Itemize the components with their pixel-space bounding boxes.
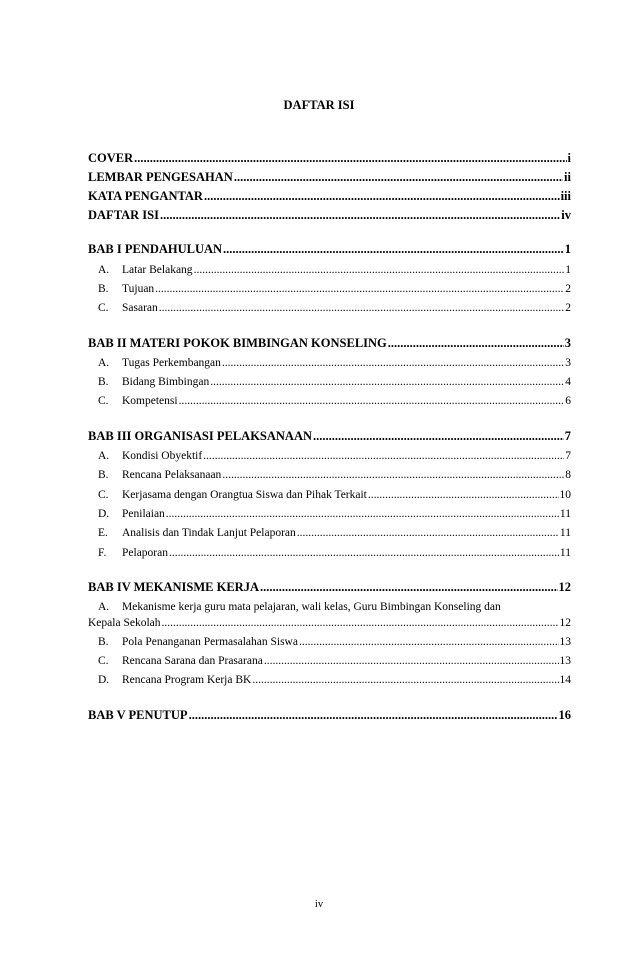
toc-label: LEMBAR PENGESAHAN bbox=[88, 170, 233, 184]
toc-item[interactable] bbox=[88, 468, 571, 483]
toc-entry-lembar-pengesahan[interactable] bbox=[88, 170, 571, 185]
toc-page: 12 bbox=[558, 580, 571, 594]
leader-dots bbox=[210, 375, 564, 390]
toc-item-letter: A. bbox=[98, 264, 110, 276]
toc-item[interactable] bbox=[88, 282, 571, 297]
toc-item-letter: D. bbox=[98, 674, 110, 686]
toc-page: iv bbox=[561, 208, 571, 222]
leader-dots bbox=[297, 526, 559, 541]
toc-page: 4 bbox=[565, 376, 571, 388]
toc-item-letter: C. bbox=[98, 395, 109, 407]
toc-item[interactable] bbox=[88, 394, 571, 409]
leader-dots bbox=[222, 468, 564, 483]
leader-dots bbox=[222, 356, 564, 371]
leader-dots bbox=[189, 708, 558, 723]
toc-chapter-2[interactable] bbox=[88, 336, 571, 351]
toc-item-letter: A. bbox=[98, 450, 110, 462]
toc-item[interactable] bbox=[88, 263, 571, 278]
toc-label: Kondisi Obyektif bbox=[122, 450, 203, 462]
toc-entry-cover[interactable] bbox=[88, 151, 571, 166]
toc-label: BAB I PENDAHULUAN bbox=[88, 242, 223, 256]
toc-page: 12 bbox=[559, 617, 571, 629]
toc-label: Kompetensi bbox=[122, 395, 178, 407]
toc-label: Rencana Sarana dan Prasarana bbox=[122, 655, 263, 667]
toc-page: 11 bbox=[559, 508, 571, 520]
toc-page: 14 bbox=[559, 674, 571, 686]
toc-entry-kata-pengantar[interactable] bbox=[88, 189, 571, 204]
toc-page: 3 bbox=[564, 336, 571, 350]
toc-page: ii bbox=[564, 170, 571, 184]
toc-item[interactable] bbox=[88, 375, 571, 390]
toc-page: 11 bbox=[559, 547, 571, 559]
leader-dots bbox=[204, 189, 560, 204]
toc-item[interactable] bbox=[88, 356, 571, 371]
toc-item-letter: B. bbox=[98, 376, 109, 388]
toc-item[interactable] bbox=[88, 507, 571, 522]
toc-label: Analisis dan Tindak Lanjut Pelaporan bbox=[122, 527, 296, 539]
toc-chapter-3[interactable] bbox=[88, 429, 571, 444]
toc-page: 7 bbox=[565, 450, 571, 462]
toc-label: Mekanisme kerja guru mata pelajaran, wali kelas, Guru Bimbingan Konseling dan bbox=[122, 601, 501, 613]
toc-item[interactable] bbox=[88, 654, 571, 669]
toc-item-letter: C. bbox=[98, 489, 109, 501]
toc-item[interactable] bbox=[88, 673, 571, 688]
toc-label: Sasaran bbox=[122, 302, 158, 314]
toc-label: Pola Penanganan Permasalahan Siswa bbox=[122, 636, 298, 648]
toc-label: Latar Belakang bbox=[122, 264, 193, 276]
toc-page: 13 bbox=[559, 655, 571, 667]
toc-chapter-1[interactable] bbox=[88, 242, 571, 257]
leader-dots bbox=[155, 282, 564, 297]
toc-item[interactable] bbox=[88, 488, 571, 503]
toc-item[interactable] bbox=[88, 449, 571, 464]
toc-item-letter: B. bbox=[98, 283, 109, 295]
toc-label: Bidang Bimbingan bbox=[122, 376, 210, 388]
toc-item[interactable] bbox=[88, 546, 571, 561]
toc-item-continuation[interactable] bbox=[88, 616, 571, 631]
leader-dots bbox=[260, 580, 558, 595]
toc-label: Tujuan bbox=[122, 283, 155, 295]
toc-entry-daftar-isi[interactable] bbox=[88, 208, 571, 223]
toc-item-letter: A. bbox=[98, 357, 110, 369]
toc-chapter-4[interactable] bbox=[88, 580, 571, 595]
toc-label: BAB III ORGANISASI PELAKSANAAN bbox=[88, 429, 313, 443]
toc-item-first-line[interactable] bbox=[88, 600, 571, 615]
toc-page: 7 bbox=[564, 429, 571, 443]
leader-dots bbox=[166, 507, 559, 522]
toc-item-letter: A. bbox=[98, 601, 110, 613]
leader-dots bbox=[264, 654, 559, 669]
leader-dots bbox=[160, 208, 560, 223]
toc-item[interactable] bbox=[88, 301, 571, 316]
toc-page: 3 bbox=[565, 357, 571, 369]
toc-page: 8 bbox=[565, 469, 571, 481]
toc-item-letter: E. bbox=[98, 527, 108, 539]
leader-dots bbox=[234, 170, 563, 185]
leader-dots bbox=[169, 546, 559, 561]
toc-page: iii bbox=[560, 189, 571, 203]
leader-dots bbox=[159, 301, 564, 316]
toc-page: 16 bbox=[558, 708, 571, 722]
toc-label: BAB II MATERI POKOK BIMBINGAN KONSELING bbox=[88, 336, 387, 350]
leader-dots bbox=[223, 242, 564, 257]
toc-item-letter: C. bbox=[98, 655, 109, 667]
toc-label: Kerjasama dengan Orangtua Siswa dan Pihak Terkait bbox=[122, 489, 367, 501]
toc-item[interactable] bbox=[88, 526, 571, 541]
toc-page: i bbox=[567, 151, 571, 165]
toc-item-letter: C. bbox=[98, 302, 109, 314]
toc-label: DAFTAR ISI bbox=[88, 208, 159, 222]
toc-page: 10 bbox=[559, 489, 571, 501]
toc-label: Pelaporan bbox=[122, 547, 168, 559]
leader-dots bbox=[134, 151, 566, 166]
toc-item-letter: B. bbox=[98, 636, 109, 648]
toc-label: Penilaian bbox=[122, 508, 165, 520]
toc-page: 1 bbox=[564, 242, 571, 256]
toc-label: Rencana Pelaksanaan bbox=[122, 469, 222, 481]
toc-item-letter: B. bbox=[98, 469, 109, 481]
toc-label: KATA PENGANTAR bbox=[88, 189, 203, 203]
page-number-footer: iv bbox=[314, 899, 324, 910]
toc-page: 11 bbox=[559, 527, 571, 539]
leader-dots bbox=[162, 616, 559, 631]
toc-item[interactable] bbox=[88, 635, 571, 650]
toc-page: 6 bbox=[565, 395, 571, 407]
toc-label: BAB IV MEKANISME KERJA bbox=[88, 580, 259, 594]
toc-page: 1 bbox=[565, 264, 571, 276]
leader-dots bbox=[179, 394, 565, 409]
leader-dots bbox=[252, 673, 558, 688]
leader-dots bbox=[299, 635, 559, 650]
toc-label-continuation: Kepala Sekolah bbox=[88, 617, 161, 629]
leader-dots bbox=[368, 488, 559, 503]
toc-item-letter: F. bbox=[98, 547, 107, 559]
toc-label: COVER bbox=[88, 151, 134, 165]
toc-page: 13 bbox=[559, 636, 571, 648]
toc-label: Tugas Perkembangan bbox=[122, 357, 221, 369]
toc-item-letter: D. bbox=[98, 508, 110, 520]
toc-label: Rencana Program Kerja BK bbox=[122, 674, 252, 686]
leader-dots bbox=[388, 336, 564, 351]
toc-label: BAB V PENUTUP bbox=[88, 708, 188, 722]
toc-page: 2 bbox=[565, 283, 571, 295]
page-title: DAFTAR ISI bbox=[283, 98, 355, 112]
leader-dots bbox=[313, 429, 564, 444]
leader-dots bbox=[203, 449, 564, 464]
toc-chapter-5[interactable] bbox=[88, 708, 571, 723]
toc-page: 2 bbox=[565, 302, 571, 314]
leader-dots bbox=[194, 263, 565, 278]
